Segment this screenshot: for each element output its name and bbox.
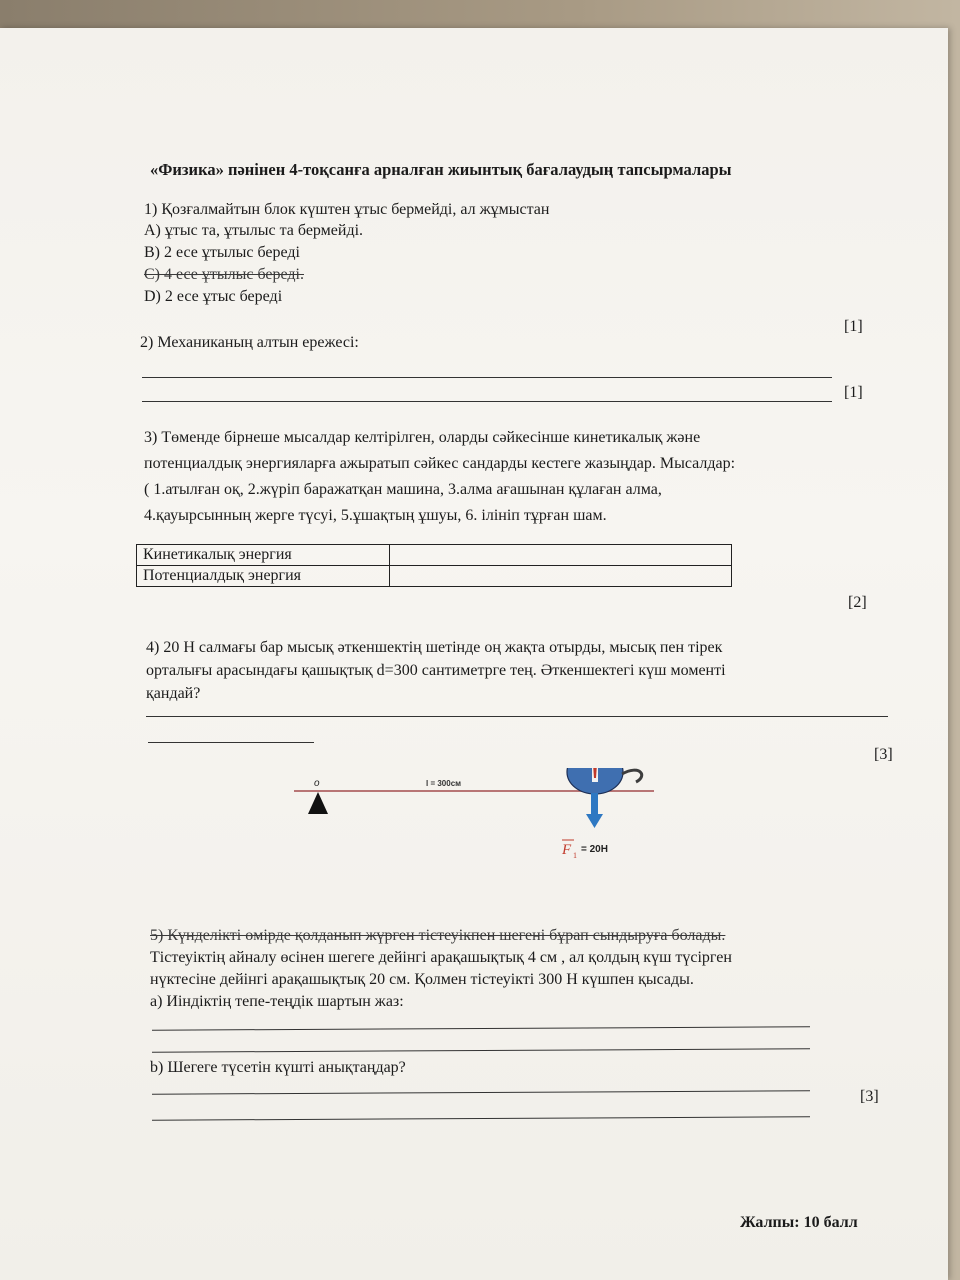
potential-energy-cell[interactable] [390,566,732,587]
length-label: l = 300см [426,779,462,788]
q2-question: 2) Механиканың алтын ережесі: [140,334,359,351]
kinetic-energy-label: Кинетикалық энергия [137,545,390,566]
q1-score: [1] [844,318,863,335]
force-subscript: 1 [573,851,577,860]
table-row [137,545,732,566]
lever-diagram [290,768,670,898]
q5-answer-line-3 [152,1090,810,1094]
force-label: F [562,842,572,858]
q5-answer-line-2 [152,1048,810,1052]
force-arrow-shaft [591,793,598,815]
q5-line-1: 5) Күнделікті өмірде қолданып жүрген тістеуікпен шегені бұрап сындыруға болады. [150,927,726,944]
page-title: «Физика» пәнінен 4-тоқсанға арналған жиынтық бағалаудың тапсырмалары [150,160,732,179]
q2-score: [1] [844,384,863,401]
table-row [137,566,732,587]
q1-option-a: A) ұтыс та, ұтылыс та бермейді. [144,222,364,239]
force-value: = 20Н [581,844,608,855]
kinetic-energy-cell[interactable] [390,545,732,566]
q5-score: [3] [860,1088,879,1105]
q3-line-3: ( 1.атылған оқ, 2.жүріп баражатқан машина, 3.алма ағашынан құлаған алма, [144,481,662,498]
q3-line-1: 3) Төменде бірнеше мысалдар келтірілген, оларды сәйкесінше кинетикалық және [144,429,701,446]
q5-line-3: нүктесіне дейінгі арақашықтық 20 см. Қолмен тістеуікті 300 Н күшпен қысады. [150,971,694,988]
q4-line-1: 4) 20 Н салмағы бар мысық әткеншектің шетінде оң жақта отырды, мысық пен тірек [146,639,723,656]
q5-line-2: Тістеуіктің айналу өсінен шегеге дейінгі арақашықтық 4 см , ал қолдың күш түсірген [150,949,732,966]
q1-option-b: B) 2 есе ұтылыс береді [144,244,300,261]
q4-answer-line-2 [148,742,314,743]
q5-answer-line-1 [152,1026,810,1030]
pivot-label: o [314,778,320,789]
fulcrum-triangle-icon [308,792,328,814]
worksheet-page [0,28,948,1280]
q5-part-b: b) Шегеге түсетін күшті анықтаңдар? [150,1059,406,1076]
q2-answer-line-2 [142,401,832,402]
q3-score: [2] [848,594,867,611]
q4-line-2: орталығы арасындағы қашықтық d=300 сантиметрге тең. Әткеншектегі күш моменті [146,662,726,679]
force-arrow-head-icon [586,814,603,828]
q3-line-2: потенциалдық энергияларға ажыратып сәйкес сандарды кестеге жазыңдар. Мысалдар: [144,455,736,472]
q1-option-c: C) 4 есе ұтылыс береді. [144,266,304,283]
q1-question: 1) Қозғалмайтын блок күштен ұтыс бермейді, ал жұмыстан [144,201,550,218]
energy-table [136,544,732,587]
q5-part-a: a) Иіндіктің тепе-теңдік шартын жаз: [150,993,404,1010]
potential-energy-label: Потенциалдық энергия [137,566,390,587]
q4-score: [3] [874,746,893,763]
q2-answer-line-1 [142,377,832,378]
q1-option-d: D) 2 есе ұтыс береді [144,288,283,305]
q4-answer-line-1 [146,716,888,717]
q4-line-3: қандай? [146,685,201,702]
total-score: Жалпы: 10 балл [740,1214,858,1231]
q5-answer-line-4 [152,1116,810,1120]
q3-line-4: 4.қауырсынның жерге түсуі, 5.ұшақтың ұшуы, 6. ілініп тұрған шам. [144,507,607,524]
